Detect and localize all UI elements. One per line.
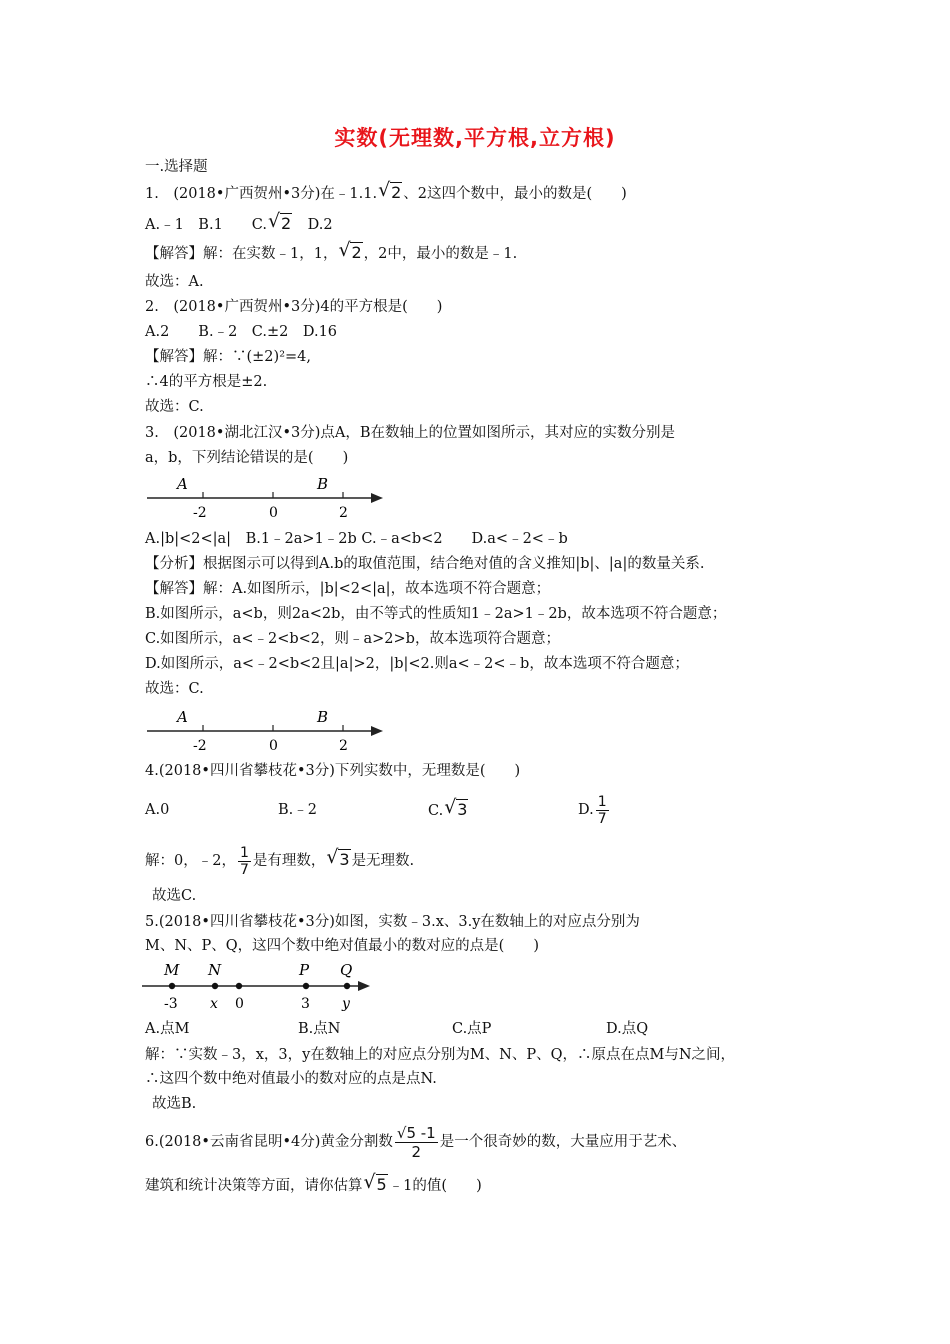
q6-stem: 6.(2018•云南省昆明•4分)黄金分割数 $\frac{√5 -1}{2}$ 是一个很奇妙的数，大量应用于艺术、 [145, 1123, 687, 1161]
fraction: $\frac{1}{7}$ [239, 844, 249, 878]
q4-answer: 解：0，﹣2， $\frac{1}{7}$ 是有理数，√ 3 是无理数. [145, 842, 414, 879]
q2-stem: 2. (2018•广西贺州•3分)4的平方根是( ) [145, 299, 443, 315]
q3-stem-2: a，b，下列结论错误的是( ) [145, 450, 349, 466]
tick-label-0: 0 [235, 996, 244, 1012]
q2-answer-2: ∴4的平方根是±2. [145, 374, 268, 390]
q4-stem: 4.(2018•四川省攀枝花•3分)下列实数中，无理数是( ) [145, 763, 521, 779]
sqrt-symbol: √ 5 [364, 1175, 388, 1196]
q3-stem-1: 3. (2018•湖北江汉•3分)点A，B在数轴上的位置如图所示，其对应的实数分别是 [145, 425, 676, 441]
q1-answer: 【解答】解：在实数﹣1，1，√ 2 ，2中，最小的数是﹣1. [145, 243, 517, 264]
point-label-n: N [208, 961, 222, 979]
q3-number-line [145, 472, 390, 522]
section-heading: 一.选择题 [145, 159, 208, 175]
q3-answer-2: B.如图所示，a<b，则2a<2b，由不等式的性质知1﹣2a>1﹣2b，故本选项不符合题意； [145, 606, 727, 622]
q4-choice: 故选C. [152, 888, 197, 904]
point-label-a: A [177, 708, 188, 726]
q3-choice: 故选：C. [145, 681, 204, 697]
fraction: $\frac{1}{7}$ [597, 793, 607, 827]
q3-options: A.|b|<2<|a| B.1﹣2a>1﹣2b C.﹣a<b<2 D.a<﹣2<﹣b [145, 531, 568, 547]
point-q [344, 983, 350, 989]
q5-option-c: C.点P [452, 1021, 492, 1037]
tick-label-neg2: -2 [193, 738, 207, 754]
tick-label-neg3: -3 [164, 996, 178, 1012]
q5-answer-2: ∴这四个数中绝对值最小的数对应的点是点N. [145, 1071, 437, 1087]
q2-answer-1: 【解答】解：∵(±2)²=4, [145, 349, 311, 365]
sqrt-symbol: √ 2 [338, 243, 362, 264]
q3-analysis: 【分析】根据图示可以得到A.b的取值范围，结合绝对值的含义推知|b|、|a|的数量关系. [145, 556, 705, 572]
q1-options: A.﹣1 B.1 C.√ 2 D.2 [145, 214, 333, 235]
q4-option-a: A.0 [145, 802, 170, 818]
sqrt-symbol: √ 2 [268, 214, 292, 235]
q5-number-line [140, 958, 375, 1014]
q5-option-b: B.点N [298, 1021, 341, 1037]
sqrt-symbol: √ 2 [378, 183, 402, 204]
point-label-m: M [164, 961, 180, 979]
page-title: 实数(无理数,平方根,立方根) [334, 126, 616, 150]
point-p [303, 983, 309, 989]
tick-label-0: 0 [269, 505, 278, 521]
q1-stem: 1. (2018•广西贺州•3分)在﹣1.1.√ 2 、2这四个数中，最小的数是( ) [145, 183, 627, 204]
sqrt-symbol: √ 3 [444, 800, 468, 821]
point-label-b: B [317, 475, 329, 493]
arrow-right-icon [371, 726, 383, 736]
q5-choice: 故选B. [152, 1096, 197, 1112]
arrow-right-icon [358, 981, 370, 991]
q2-options: A.2 B.﹣2 C.±2 D.16 [145, 324, 338, 340]
tick-label-0: 0 [269, 738, 278, 754]
q6-stem-2: 建筑和统计决策等方面，请你估算√ 5 ﹣1的值( ) [145, 1175, 482, 1196]
q3-number-line-repeat [145, 704, 390, 754]
q5-stem-1: 5.(2018•四川省攀枝花•3分)如图，实数﹣3.x、3.y在数轴上的对应点分别为 [145, 914, 640, 930]
arrow-right-icon [371, 493, 383, 503]
q4-option-b: B.﹣2 [278, 802, 317, 818]
q3-answer-1: 【解答】解：A.如图所示，|b|<2<|a|，故本选项不符合题意； [145, 581, 551, 597]
tick-label-neg2: -2 [193, 505, 207, 521]
tick-label-2: 2 [339, 505, 348, 521]
golden-ratio-fraction: $\frac{√5 -1}{2}$ [396, 1123, 436, 1161]
point-label-p: P [299, 961, 310, 979]
q2-choice: 故选：C. [145, 399, 204, 415]
tick-label-2: 2 [339, 738, 348, 754]
point-label-b: B [317, 708, 329, 726]
point-label-q: Q [340, 961, 353, 979]
q5-option-a: A.点M [145, 1021, 190, 1037]
q4-option-d: D. $\frac{1}{7}$ [578, 793, 607, 827]
q5-stem-2: M、N、P、Q，这四个数中绝对值最小的数对应的点是( ) [145, 938, 539, 954]
tick-label-3: 3 [301, 996, 310, 1012]
q5-option-d: D.点Q [606, 1021, 649, 1037]
q4-option-c: C.√ 3 [428, 800, 469, 821]
point-origin [236, 983, 242, 989]
point-label-a: A [177, 475, 188, 493]
tick-label-y: y [342, 996, 350, 1012]
q3-answer-3: C.如图所示，a<﹣2<b<2，则﹣a>2>b，故本选项符合题意； [145, 631, 560, 647]
tick-label-x: x [210, 996, 218, 1012]
q5-answer-1: 解：∵实数﹣3，x，3，y在数轴上的对应点分别为M、N、P、Q，∴原点在点M与N之间， [145, 1047, 736, 1063]
point-m [169, 983, 175, 989]
q3-answer-4: D.如图所示，a<﹣2<b<2且|a|>2，|b|<2.则a<﹣2<﹣b，故本选项不符合题意； [145, 656, 689, 672]
q1-choice: 故选：A. [145, 274, 204, 290]
sqrt-symbol: √ 3 [326, 842, 350, 879]
point-n [212, 983, 218, 989]
